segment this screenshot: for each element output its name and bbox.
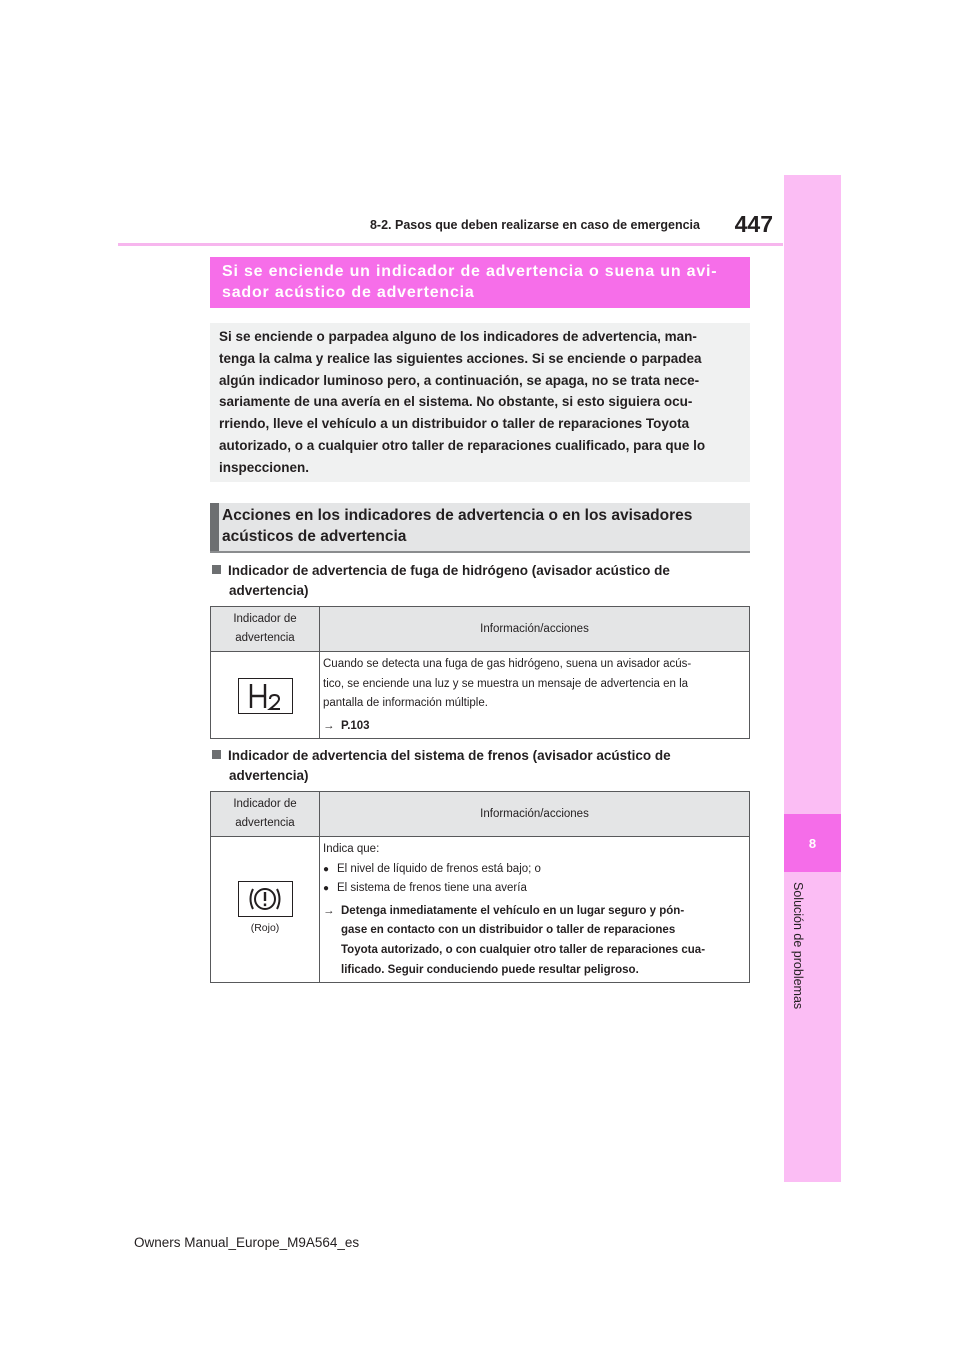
sub-heading-text (222, 505, 742, 547)
list-item (323, 860, 745, 880)
brake-warning-table (210, 791, 750, 983)
section-title-hydrogen (212, 561, 722, 601)
info-line: Indica que: (323, 843, 380, 855)
info-line: Cuando se detecta una fuga de gas hidrógeno, suena un avisador acús- (323, 658, 692, 670)
square-bullet-icon (212, 750, 221, 759)
action-line: Toyota autorizado, o con cualquier otro taller de reparaciones cua- (341, 943, 706, 956)
header-info: Información/acciones (480, 808, 589, 820)
brake-warning-icon (238, 881, 293, 917)
header-indicator (211, 792, 320, 836)
action-line: Detenga inmediatamente el vehículo en un lugar seguro y pón- (341, 904, 685, 917)
section-title-brake (212, 746, 722, 786)
list-item-text: El nivel de líquido de frenos está bajo; o (337, 862, 541, 875)
table-header-row (211, 607, 749, 652)
action-block (323, 902, 745, 980)
hydrogen-warning-table (210, 606, 750, 739)
action-line: lificado. Seguir conduciendo puede resultar peligroso. (341, 963, 639, 976)
arrow-right-icon: → (323, 719, 335, 732)
running-header-section: 8-2. Pasos que deben realizarse en caso de emergencia (369, 218, 700, 232)
info-cell (320, 837, 749, 983)
table-header-row (211, 792, 749, 837)
section-title-line: Indicador de advertencia de fuga de hidrógeno (avisador acústico de (228, 563, 670, 578)
intro-line: autorizado, o a cualquier otro taller de reparaciones cualificado, para que lo (219, 437, 706, 453)
header-indicator-line: Indicador de (233, 798, 297, 810)
main-heading-line: Si se enciende un indicador de advertencia o suena un avi- (222, 263, 718, 280)
header-indicator-line: advertencia (235, 632, 295, 644)
page-reference-link[interactable]: P.103 (341, 719, 370, 732)
info-line: pantalla de información múltiple. (323, 697, 488, 710)
section-title-line: advertencia) (229, 583, 309, 598)
header-indicator-line: advertencia (235, 817, 295, 829)
hydrogen-h2-icon (238, 678, 293, 714)
list-item (323, 879, 745, 899)
main-heading (210, 257, 750, 308)
intro-line: inspeccionen. (219, 459, 310, 475)
header-indicator (211, 607, 320, 651)
sub-heading-line: acústicos de advertencia (222, 528, 407, 545)
intro-line: sariamente de una avería en el sistema. No obstante, si esto siguiera ocu- (219, 394, 693, 410)
info-line: tico, se enciende una luz y se muestra un mensaje de advertencia en la (323, 677, 689, 690)
arrow-right-icon: → (323, 904, 335, 917)
section-title-line: advertencia) (229, 768, 309, 783)
bullet-dot-icon: ● (323, 863, 330, 875)
header-indicator-line: Indicador de (233, 613, 297, 625)
intro-box (210, 323, 750, 482)
table-row (211, 837, 749, 983)
chapter-label-text: Solución de problemas (791, 882, 805, 1010)
square-bullet-icon (212, 565, 221, 574)
indicator-cell (211, 652, 320, 739)
page-number: 447 (734, 211, 773, 237)
intro-line: Si se enciende o parpadea alguno de los indicadores de advertencia, man- (219, 329, 697, 344)
intro-line: tenga la calma y realice las siguientes acciones. Si se enciende o parpadea (219, 350, 702, 366)
header-rule (118, 243, 783, 246)
sub-heading-bar (210, 503, 219, 551)
section-title-line: Indicador de advertencia del sistema de frenos (avisador acústico de (228, 748, 671, 763)
chapter-number-tab[interactable]: 8 (784, 814, 841, 872)
info-cell (320, 652, 749, 739)
sub-heading (210, 503, 750, 553)
footer-document-id: Owners Manual_Europe_M9A564_es (134, 1235, 360, 1250)
sub-heading-line: Acciones en los indicadores de advertencia o en los avisadores (222, 507, 693, 524)
intro-line: algún indicador luminoso pero, a continuación, se apaga, no se trata nece- (219, 372, 700, 388)
icon-caption: (Rojo) (250, 922, 280, 935)
main-heading-line: sador acústico de advertencia (222, 284, 475, 301)
list-item-text: El sistema de frenos tiene una avería (337, 882, 527, 895)
bullet-dot-icon: ● (323, 883, 330, 895)
table-row (211, 652, 749, 739)
header-info: Información/acciones (480, 623, 589, 635)
chapter-label (788, 882, 808, 1102)
indicator-cell (211, 837, 320, 983)
intro-line: rriendo, lleve el vehículo a un distribuidor o taller de reparaciones Toyota (219, 416, 690, 432)
action-line: gase en contacto con un distribuidor o taller de reparaciones (341, 924, 676, 937)
